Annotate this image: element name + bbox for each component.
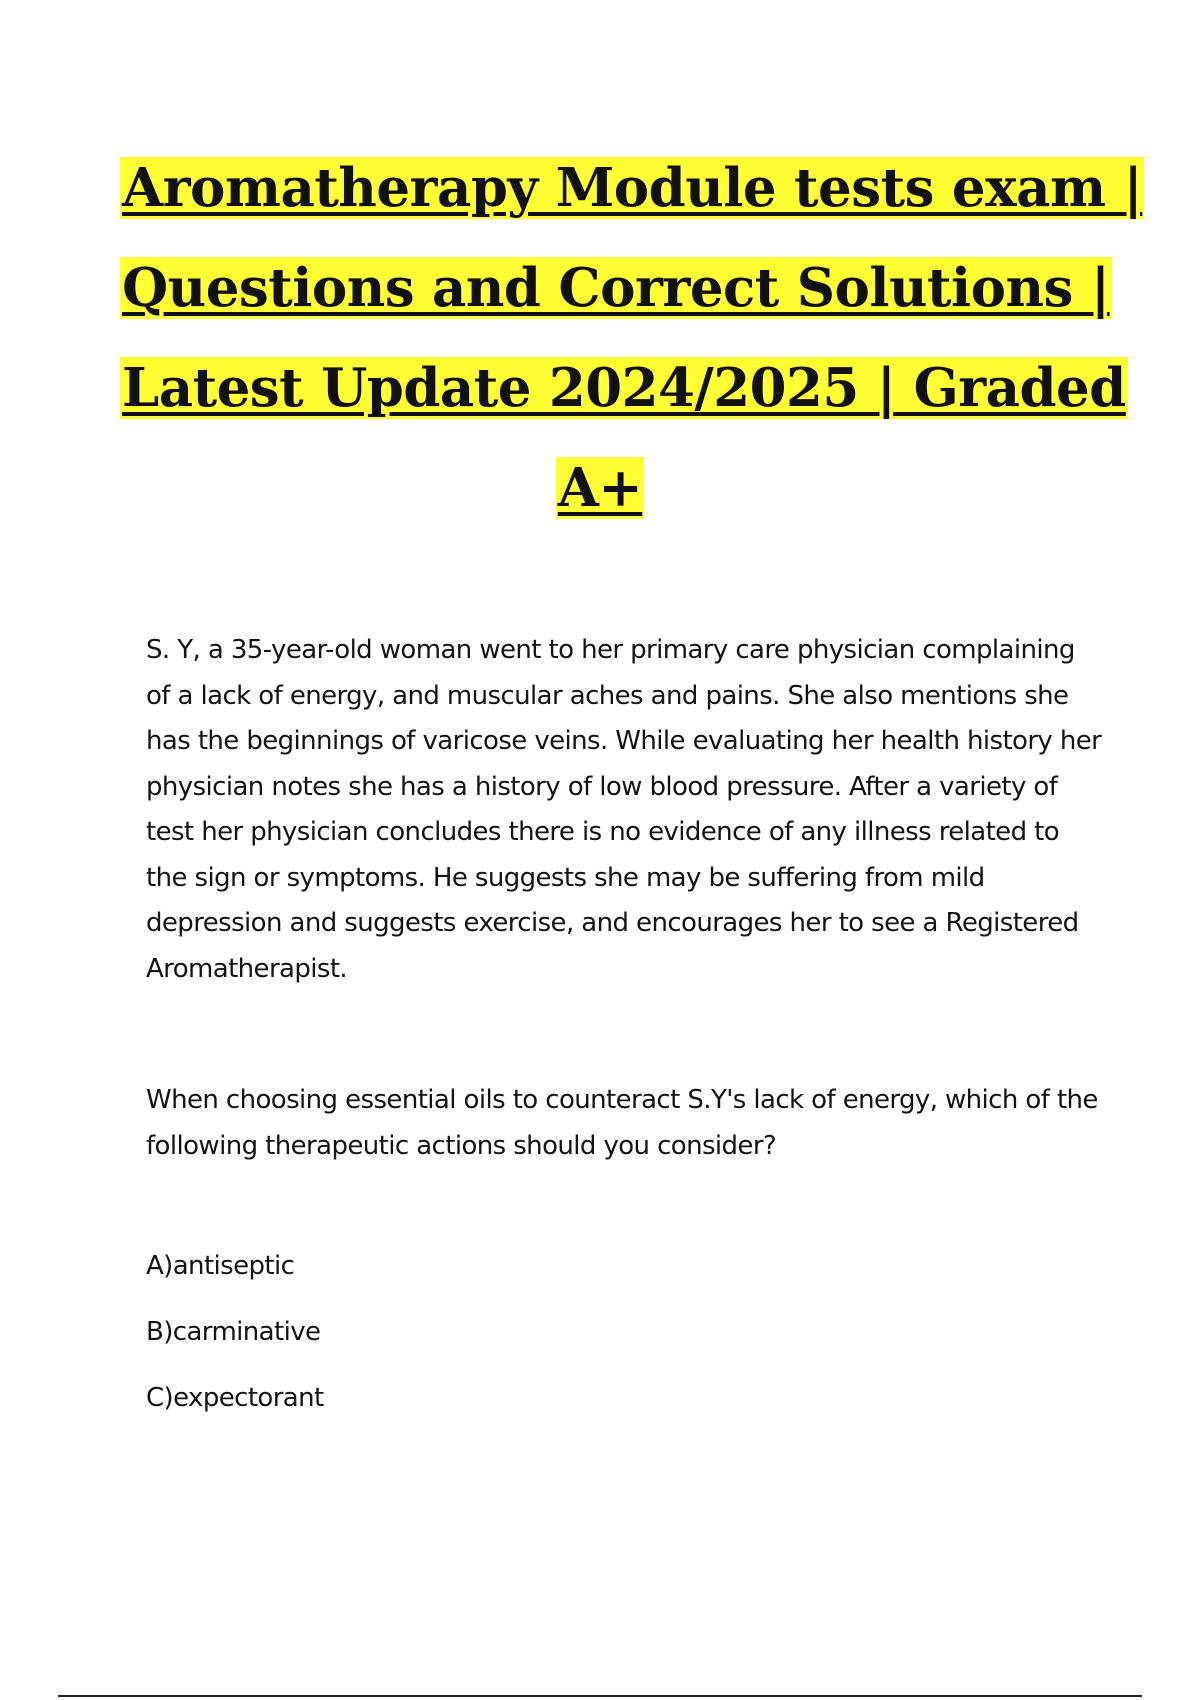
answer-option-a: A)antiseptic [146, 1251, 295, 1281]
title-line-text: A+ [557, 457, 643, 519]
title-line-text: Aromatherapy Module tests exam | [122, 157, 1143, 219]
question-text: When choosing essential oils to counteract S.Y's lack of energy, which of the following therapeutic actions should you consider? [146, 1085, 1098, 1161]
answer-option-c: C)expectorant [146, 1383, 324, 1413]
title-line [120, 338, 1126, 438]
case-paragraph: S. Y, a 35-year-old woman went to her primary care physician complaining of a lack of energy, and muscular aches and pains. She also mentions she has the beginnings of varicose veins. While evaluating her health history her physician notes she has a history of low blood pressure. After a variety of test her physician concludes there is no evidence of any illness related to the sign or symptoms. He suggests she may be suffering from mild depression and suggests exercise, and encourages her to see a Registered Aromatherapist. [146, 635, 1102, 984]
title-line-text: Questions and Correct Solutions | [122, 257, 1110, 319]
title-line-text: Latest Update 2024/2025 | Graded [122, 357, 1126, 419]
answer-options [146, 1251, 1046, 1454]
document-title [120, 138, 1143, 538]
title-line [120, 438, 1080, 538]
answer-option-b: B)carminative [146, 1317, 321, 1347]
page-bottom-divider [58, 1695, 1142, 1697]
title-line [120, 138, 1143, 238]
title-line [120, 238, 1110, 338]
